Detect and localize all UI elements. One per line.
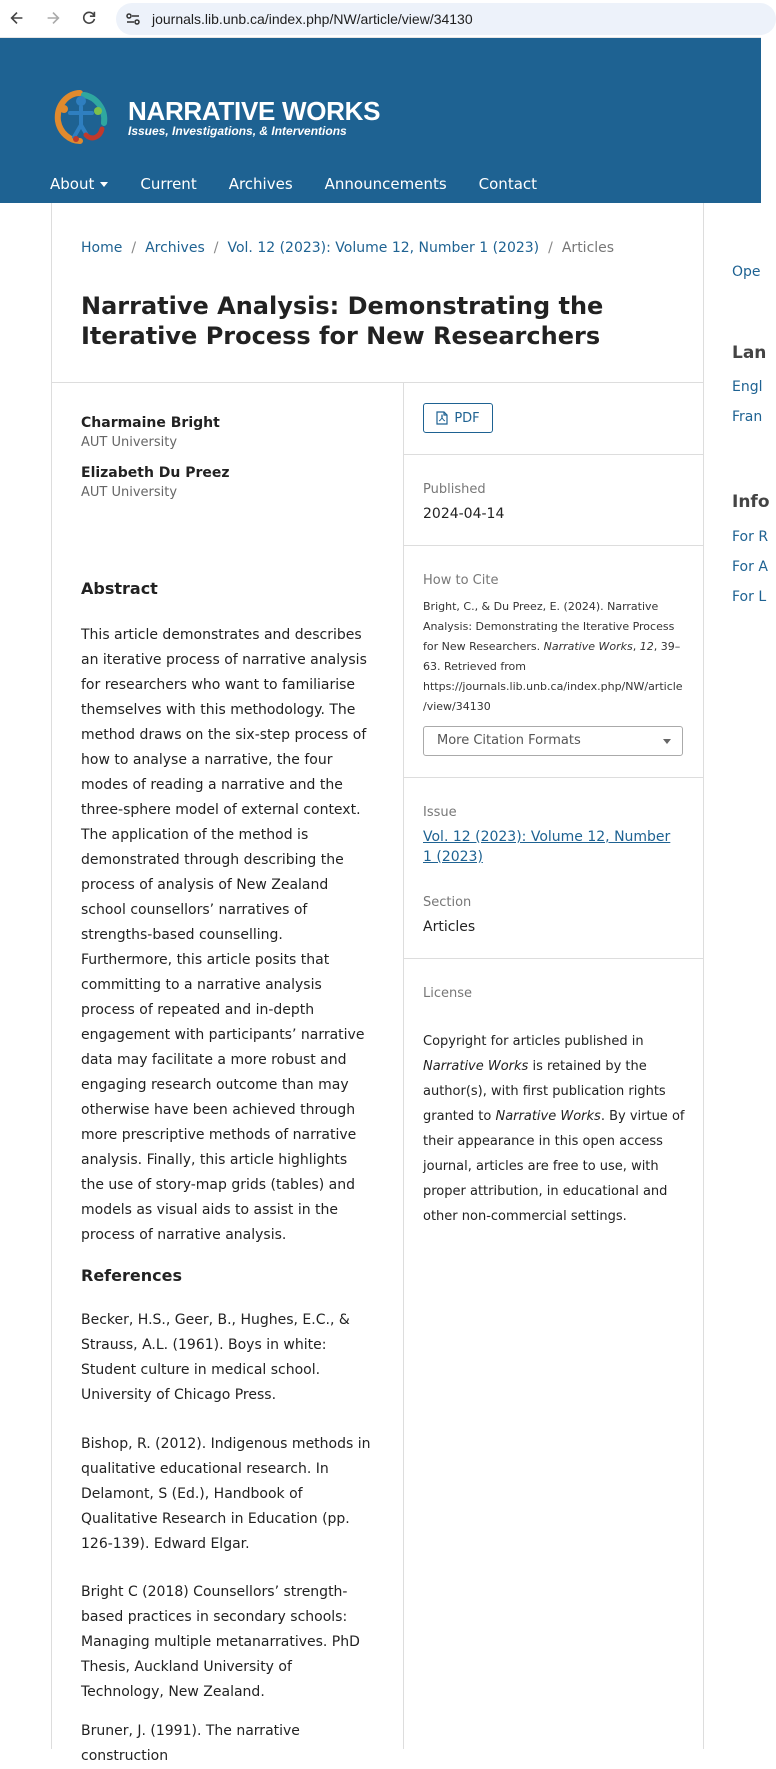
reload-icon[interactable] — [78, 7, 100, 29]
chevron-down-icon — [663, 739, 671, 744]
citation-text — [423, 597, 683, 717]
breadcrumb — [81, 240, 614, 256]
citation-journal: Narrative Works — [543, 640, 633, 653]
nav-contact[interactable]: Contact — [478, 175, 538, 193]
journal-tagline: Issues, Investigations, & Interventions — [128, 124, 347, 138]
license-label: License — [423, 986, 473, 1001]
issue-link[interactable]: Vol. 12 (2023): Volume 12, Number 1 (2023) — [423, 829, 671, 865]
reference-item: Becker, H.S., Geer, B., Hughes, E.C., & Strauss, A.L. (1961). Boys in white: Student culture in medical school. University of Chicago Press. — [81, 1312, 350, 1403]
published-date: 2024-04-14 — [423, 506, 505, 522]
author-affiliation: AUT University — [81, 435, 178, 450]
browser-toolbar — [0, 0, 761, 38]
abstract-text: This article demonstrates and describes an iterative process of narrative analysis for researchers who want to familiarise themselves with this methodology. The method draws on the six-step process of how to analyse a narrative, the four modes of reading a narrative and the three-sphere model of external context. The application of the method is demonstrated through describing the process of analysis of New Zealand school counsellors’ narratives of strengths-based counselling. Furthermore, this article posits that committing to a narrative analysis process of repeated and in-depth engagement with participants’ narrative data may facilitate a more robust and engaging research outcome than may otherwise have been achieved through more prescriptive methods of narrative analysis. Finally, this article highlights the use of story-map grids (tables) and models as visual aids to assist in the process of narrative analysis. — [81, 627, 367, 1243]
license-part: Copyright for articles published in — [423, 1034, 644, 1049]
divider — [404, 454, 704, 455]
breadcrumb-separator: / — [213, 240, 219, 256]
breadcrumb-issue[interactable]: Vol. 12 (2023): Volume 12, Number 1 (2023) — [227, 240, 540, 256]
info-link-authors[interactable]: For A — [732, 559, 768, 575]
page-title: Narrative Analysis: Demonstrating the Iterative Process for New Researchers — [81, 292, 604, 350]
reference-item: Bishop, R. (2012). Indigenous methods in qualitative educational research. In Delamont, S (Ed.), Handbook of Qualitative Research in Education (pp. 126-139). Edward Elgar. — [81, 1436, 371, 1552]
language-heading: Lan — [732, 343, 767, 363]
citation-part: Bright, C., & Du Preez, E. (2024). Narrative Analysis: Demonstrating the Iterative Process for New Researchers. — [423, 600, 675, 653]
divider — [404, 777, 704, 778]
issue-label: Issue — [423, 805, 457, 820]
site-settings-icon[interactable] — [124, 10, 142, 28]
reference-item: Bruner, J. (1991). The narrative construction — [81, 1723, 300, 1764]
language-french[interactable]: Fran — [732, 409, 763, 425]
section-label: Section — [423, 895, 472, 910]
nav-current[interactable]: Current — [140, 175, 197, 193]
citation-part: , — [632, 640, 640, 653]
nav-archives[interactable]: Archives — [228, 175, 293, 193]
license-text — [423, 1029, 688, 1229]
journal-logo-icon[interactable] — [50, 87, 112, 147]
article-main — [51, 203, 704, 1764]
breadcrumb-archives[interactable]: Archives — [145, 240, 205, 256]
breadcrumb-home[interactable]: Home — [81, 240, 123, 256]
nav-about-label: About — [50, 175, 95, 193]
column-divider — [403, 383, 404, 1749]
divider — [52, 382, 703, 383]
citation-formats-dropdown[interactable] — [423, 726, 683, 756]
reference-item: Bright C (2018) Counsellors’ strength-based practices in secondary schools: Managing multiple metanarratives. PhD Thesis, Auckland University of Technology, New Zealand. — [81, 1584, 360, 1700]
main-nav — [50, 173, 569, 195]
abstract-heading: Abstract — [81, 579, 158, 598]
references-heading: References — [81, 1266, 182, 1285]
divider — [404, 545, 704, 546]
site-header — [0, 38, 761, 203]
back-icon[interactable] — [6, 7, 28, 29]
breadcrumb-separator: / — [548, 240, 553, 256]
address-bar[interactable] — [116, 3, 776, 35]
pdf-label: PDF — [454, 410, 480, 426]
chevron-down-icon — [100, 182, 108, 187]
information-heading: Info — [732, 492, 770, 512]
nav-announcements[interactable]: Announcements — [324, 175, 447, 193]
breadcrumb-separator: / — [131, 240, 137, 256]
author-name: Elizabeth Du Preez — [81, 465, 230, 481]
citation-volume: 12 — [639, 640, 654, 653]
license-journal: Narrative Works — [495, 1109, 601, 1124]
divider — [404, 958, 704, 959]
published-label: Published — [423, 482, 486, 497]
journal-title[interactable]: NARRATIVE WORKS — [128, 96, 381, 126]
citation-part: , 39–63. Retrieved from https://journals.lib.unb.ca/index.php/NW/article/view/34130 — [423, 640, 683, 713]
license-part: is retained by the author(s), with first publication rights granted to — [423, 1059, 666, 1124]
language-english[interactable]: Engl — [732, 379, 763, 395]
forward-icon[interactable] — [42, 7, 64, 29]
breadcrumb-current: Articles — [561, 240, 615, 256]
how-to-cite-label: How to Cite — [423, 573, 499, 588]
info-link-readers[interactable]: For R — [732, 529, 769, 545]
author-name: Charmaine Bright — [81, 415, 220, 431]
author-affiliation: AUT University — [81, 485, 178, 500]
sidebar-open-link[interactable]: Ope — [732, 264, 761, 280]
file-pdf-icon — [436, 411, 448, 425]
author-item — [81, 465, 230, 500]
nav-about[interactable] — [50, 173, 108, 195]
citation-formats-label: More Citation Formats — [437, 733, 581, 748]
pdf-download-button[interactable] — [423, 403, 493, 433]
license-journal: Narrative Works — [423, 1059, 529, 1074]
url-text[interactable]: journals.lib.unb.ca/index.php/NW/article/view/34130 — [152, 11, 473, 27]
info-link-librarians[interactable]: For L — [732, 589, 767, 605]
license-part: . By virtue of their appearance in this open access journal, articles are free to use, with proper attribution, in educational and other non-commercial settings. — [423, 1109, 685, 1224]
section-value: Articles — [423, 919, 476, 935]
author-item — [81, 415, 220, 450]
